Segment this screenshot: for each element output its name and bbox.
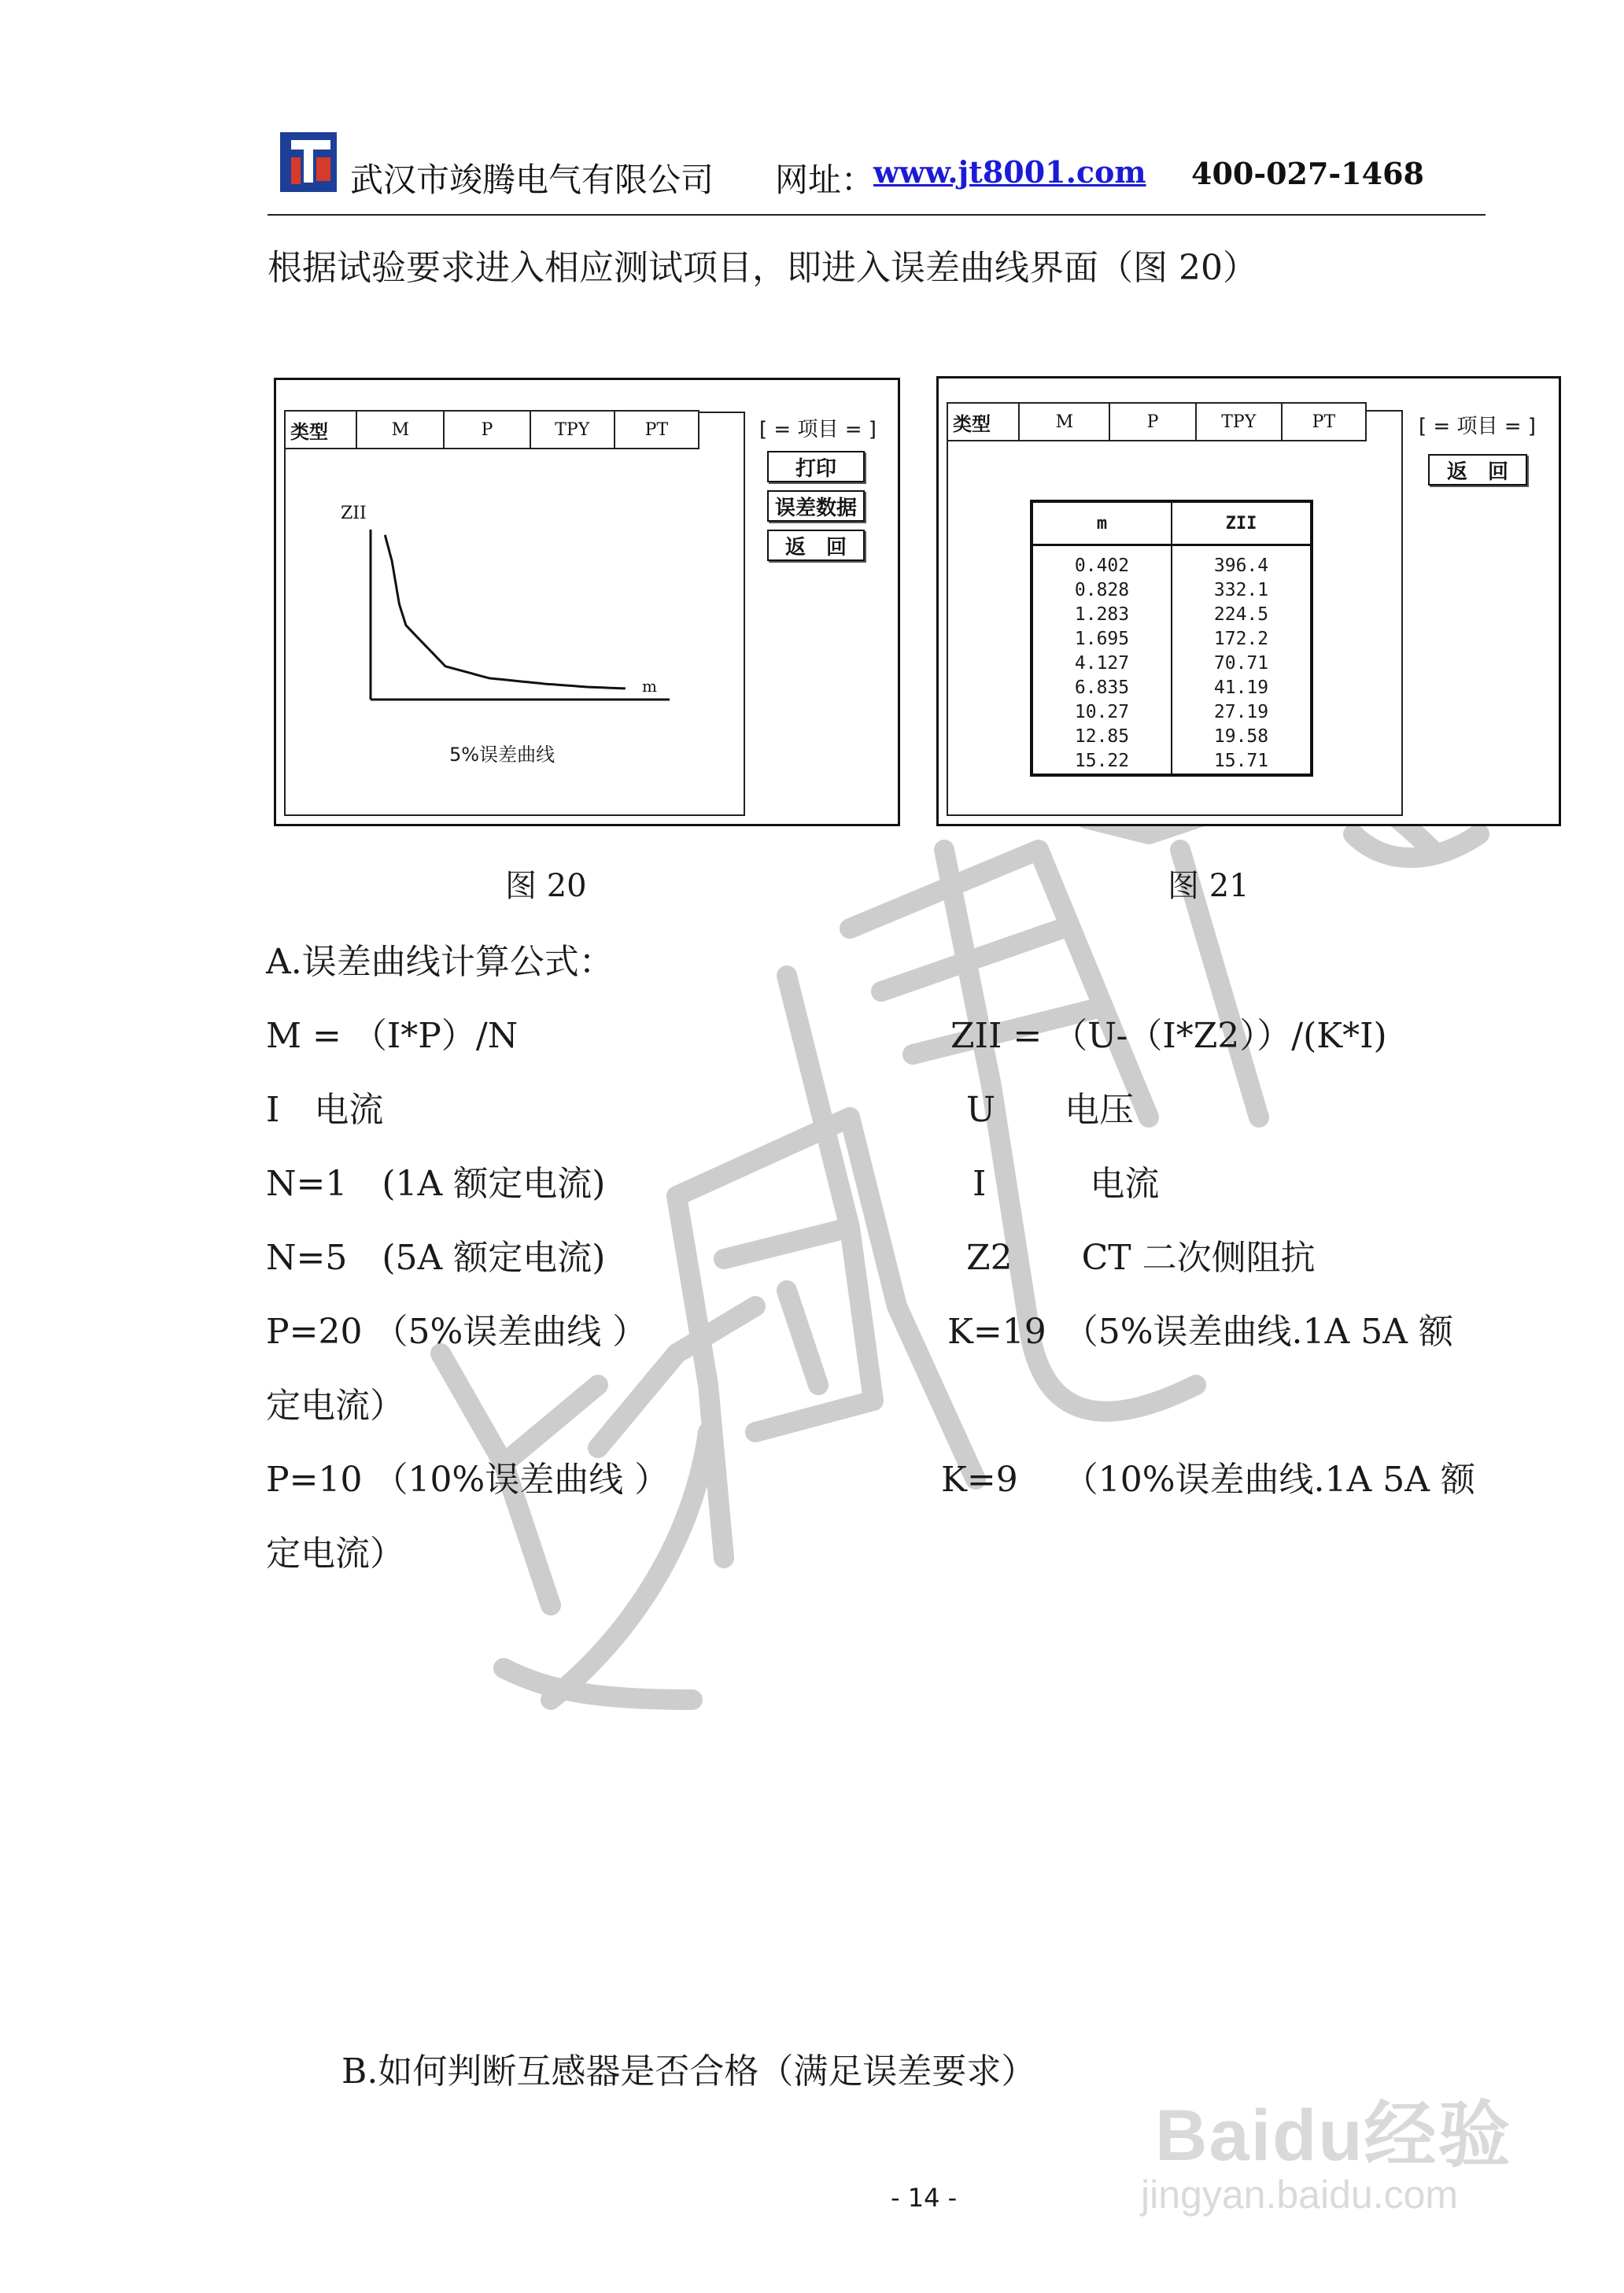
table-cell-zii: 15.71: [1213, 751, 1269, 771]
def-n5: N=5 (5A 额定电流): [266, 1238, 606, 1278]
page-number: - 14 -: [891, 2183, 958, 2213]
table-header-m: m: [1033, 503, 1172, 544]
error-data-button[interactable]: 误差数据: [767, 490, 865, 522]
baidu-watermark: Baidu经验: [1155, 2095, 1512, 2176]
back-button[interactable]: 返 回: [1428, 454, 1527, 486]
back-button[interactable]: 返 回: [767, 530, 865, 561]
tab-m[interactable]: M: [357, 412, 445, 448]
print-button[interactable]: 打印: [767, 451, 865, 482]
y-axis-label: ZII: [341, 504, 367, 523]
def-p10: P=10 （10%误差曲线 ）: [266, 1460, 670, 1500]
def-p20: P=20 （5%误差曲线 ）: [266, 1312, 648, 1352]
table-cell-m: 4.127: [1074, 653, 1130, 674]
tab-tpy[interactable]: TPY: [531, 412, 615, 448]
formula-m: M = （I*P）/N: [266, 1016, 519, 1056]
table-cell-m: 6.835: [1074, 678, 1130, 698]
table-header-row: [1033, 503, 1310, 546]
figure-20-tab-bar: [284, 410, 699, 449]
table-header-zii: ZII: [1225, 513, 1257, 534]
table-cell-zii: 172.2: [1213, 629, 1269, 649]
section-b-title: B.如何判断互感器是否合格（满足误差要求）: [341, 2051, 1036, 2092]
def-p10-continued: 定电流）: [266, 1534, 404, 1574]
section-a-title: A.误差曲线计算公式：: [266, 942, 614, 982]
project-label: [ = 项目 = ]: [1419, 415, 1536, 438]
def-p20-continued: 定电流）: [266, 1386, 404, 1426]
tab-pt[interactable]: PT: [1312, 412, 1336, 432]
error-data-table: [1030, 500, 1313, 777]
error-curve-chart: [323, 498, 685, 718]
table-column-zii: [1172, 546, 1310, 774]
figure-21-caption: 图 21: [1168, 868, 1249, 904]
table-cell-m: 15.22: [1074, 751, 1130, 771]
def-n1: N=1 (1A 额定电流): [266, 1164, 606, 1204]
table-cell-zii: 41.19: [1213, 678, 1269, 698]
error-curve-line: [385, 535, 626, 689]
table-cell-zii: 19.58: [1213, 726, 1269, 747]
x-axis-label: m: [642, 677, 657, 696]
phone-number: 400-027-1468: [1191, 156, 1424, 191]
tab-tpy[interactable]: TPY: [1197, 404, 1283, 440]
baidu-url-watermark: jingyan.baidu.com: [1141, 2173, 1459, 2217]
tab-p[interactable]: P: [445, 412, 530, 448]
tab-type[interactable]: 类型: [948, 404, 1020, 440]
project-label: [ = 项目 = ]: [759, 418, 877, 441]
table-cell-zii: 332.1: [1213, 580, 1269, 600]
def-i-current: I 电流: [266, 1090, 384, 1130]
table-cell-zii: 27.19: [1213, 702, 1269, 722]
figure-21-screenshot: [936, 376, 1561, 826]
table-column-m: [1033, 546, 1172, 774]
def-z2: Z2 CT 二次侧阻抗: [966, 1238, 1316, 1278]
table-cell-m: 12.85: [1074, 726, 1130, 747]
intro-paragraph: 根据试验要求进入相应测试项目，即进入误差曲线界面（图 20）: [268, 248, 1257, 288]
website-link[interactable]: www.jt8001.com: [873, 154, 1146, 190]
table-cell-m: 0.828: [1074, 580, 1130, 600]
header-divider: [268, 214, 1486, 216]
website-label: 网址：: [775, 161, 875, 199]
tab-m[interactable]: M: [1020, 404, 1110, 440]
tab-type[interactable]: 类型: [286, 412, 357, 448]
company-logo-icon: [280, 132, 337, 192]
company-name: 武汉市竣腾电气有限公司: [350, 161, 714, 199]
tab-p[interactable]: P: [1110, 404, 1196, 440]
def-k9: K=9 （10%误差曲线.1A 5A 额: [941, 1460, 1476, 1500]
table-cell-m: 0.402: [1074, 556, 1130, 576]
formula-zii: ZII = （U-（I*Z2））/(K*I): [950, 1016, 1387, 1056]
table-cell-zii: 70.71: [1213, 653, 1269, 674]
def-i-current-right: I 电流: [973, 1164, 1160, 1204]
table-cell-zii: 396.4: [1213, 556, 1269, 576]
table-cell-m: 10.27: [1074, 702, 1130, 722]
tab-pt[interactable]: PT: [644, 419, 669, 440]
table-cell-m: 1.695: [1074, 629, 1130, 649]
table-cell-zii: 224.5: [1213, 604, 1269, 625]
figure-21-tab-bar: [947, 402, 1367, 441]
def-k19: K=19 （5%误差曲线.1A 5A 额: [947, 1312, 1454, 1352]
def-u-voltage: U 电压: [966, 1090, 1135, 1130]
curve-title: 5%误差曲线: [449, 744, 555, 766]
figure-20-caption: 图 20: [505, 868, 587, 904]
table-cell-m: 1.283: [1074, 604, 1130, 625]
figure-20-screenshot: [274, 378, 900, 826]
table-body: [1033, 546, 1310, 774]
